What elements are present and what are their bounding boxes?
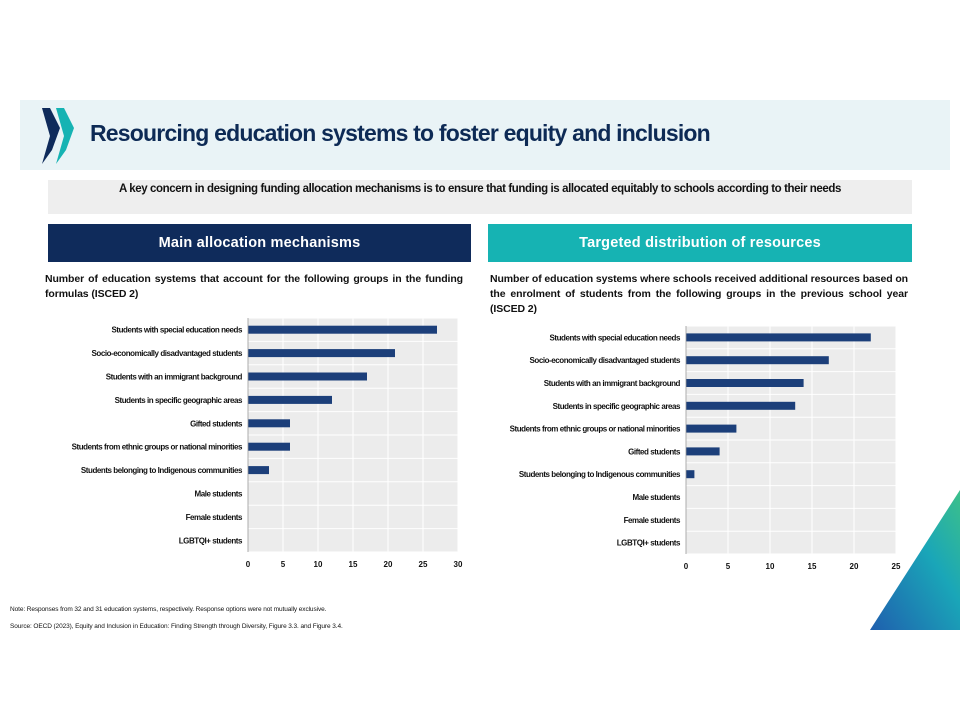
bar	[248, 373, 367, 381]
bar	[686, 425, 736, 433]
bar	[686, 447, 720, 455]
oecd-chevron-logo-icon	[40, 106, 76, 166]
bar	[686, 333, 871, 341]
category-label: LGBTQI+ students	[178, 536, 242, 546]
category-label: Male students	[632, 493, 680, 502]
x-tick-label: 15	[348, 560, 358, 569]
category-label: Gifted students	[190, 419, 242, 429]
category-label: LGBTQI+ students	[616, 538, 680, 548]
x-tick-label: 0	[683, 562, 689, 571]
category-label: Students with special education needs	[549, 333, 680, 343]
category-label: Socio-economically disadvantaged students	[529, 356, 680, 366]
category-label: Male students	[194, 489, 242, 499]
bar	[248, 466, 269, 474]
x-tick-label: 25	[418, 560, 428, 569]
x-tick-label: 15	[807, 562, 817, 571]
bar	[248, 396, 332, 404]
funding-formula-bar-chart	[40, 312, 470, 582]
bar	[686, 470, 694, 478]
bar	[248, 419, 290, 427]
x-tick-label: 10	[765, 562, 775, 571]
x-tick-label: 0	[245, 560, 251, 569]
page-title: Resourcing education systems to foster equity and inclusion	[90, 120, 710, 146]
footnote-note: Note: Responses from 32 and 31 education systems, respectively. Response options were not mutually exclusive.	[10, 606, 327, 613]
footnote-source: Source: OECD (2023), Equity and Inclusion in Education: Finding Strength through Diversity, Figure 3.3. and Figure 3.4.	[10, 623, 343, 630]
panel-header-targeted-distribution: Targeted distribution of resources	[488, 224, 912, 262]
bar	[686, 356, 829, 364]
category-label: Students in specific geographic areas	[552, 401, 680, 411]
key-concern-banner: A key concern in designing funding allocation mechanisms is to ensure that funding is allocated equitably to schools according to their needs	[48, 180, 912, 214]
title-band	[20, 100, 950, 170]
bar	[248, 349, 395, 357]
x-tick-label: 25	[891, 562, 901, 571]
chart-right-title: Number of education systems where schools received additional resources based on the enrolment of students from the following groups in the previous school year (ISCED 2)	[490, 273, 908, 315]
bar	[686, 379, 804, 387]
additional-resources-bar-chart	[488, 320, 908, 582]
panel-header-main-allocation: Main allocation mechanisms	[48, 224, 471, 262]
category-label: Students in specific geographic areas	[114, 395, 242, 405]
bar	[248, 326, 437, 334]
category-label: Female students	[185, 512, 242, 522]
category-label: Students belonging to Indigenous communities	[80, 466, 242, 476]
category-label: Students from ethnic groups or national minorities	[71, 442, 242, 452]
x-tick-label: 20	[383, 560, 393, 569]
category-label: Students belonging to Indigenous communities	[518, 470, 680, 480]
category-label: Socio-economically disadvantaged students	[91, 349, 242, 359]
x-tick-label: 10	[313, 560, 323, 569]
category-label: Students with an immigrant background	[105, 372, 242, 382]
bar	[248, 443, 290, 451]
x-tick-label: 30	[453, 560, 463, 569]
x-tick-label: 5	[280, 560, 286, 569]
x-tick-label: 20	[849, 562, 859, 571]
category-label: Gifted students	[628, 447, 680, 457]
category-label: Students with an immigrant background	[543, 379, 680, 388]
chart-left-title: Number of education systems that account for the following groups in the funding formulas (ISCED 2)	[45, 273, 463, 300]
x-tick-label: 5	[725, 562, 731, 571]
bar	[686, 402, 795, 410]
category-label: Students with special education needs	[111, 325, 242, 335]
category-label: Female students	[623, 515, 680, 525]
category-label: Students from ethnic groups or national minorities	[509, 424, 680, 434]
corner-gradient-decoration	[870, 490, 960, 630]
